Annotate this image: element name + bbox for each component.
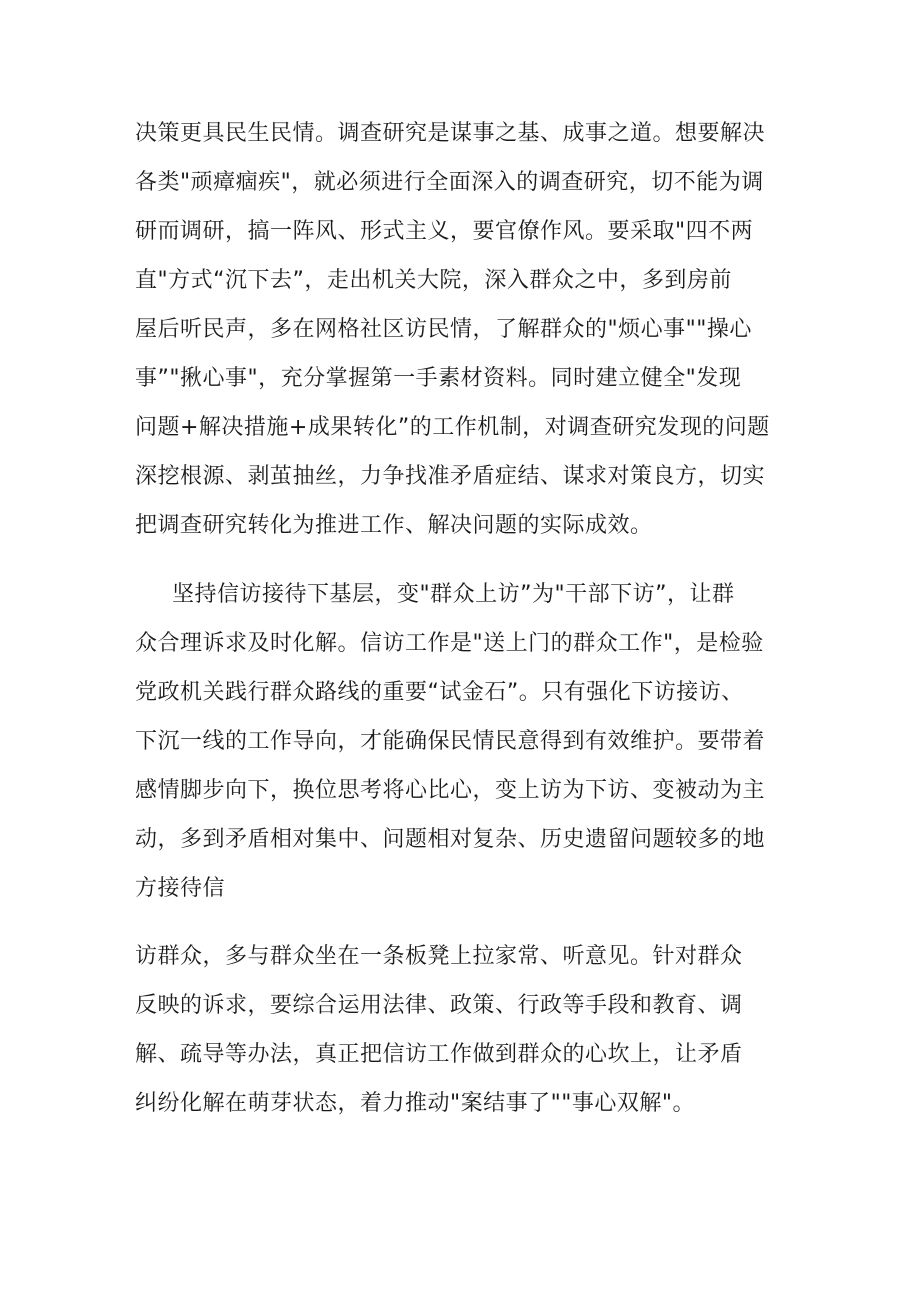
paragraph-2-line-2: 众合理诉求及时化解。信访工作是"送上门的群众工作"，是检验 xyxy=(135,631,764,656)
paragraph-2-line-6: 动，多到矛盾相对集中、问题相对复杂、历史遗留问题较多的地 xyxy=(135,827,766,852)
paragraph-1-line-4: 直"方式“沉下去”，走出机关大院，深入群众之中，多到房前 xyxy=(135,268,732,293)
paragraph-2-line-7: 方接待信 xyxy=(135,876,226,901)
paragraph-1-line-9: 把调查研究转化为推进工作、解决问题的实际成效。 xyxy=(135,513,653,538)
paragraph-1-line-1: 决策更具民生民情。调查研究是谋事之基、成事之道。想要解决 xyxy=(135,121,766,146)
paragraph-1-line-8: 深挖根源、剥茧抽丝，力争找准矛盾症结、谋求对策良方，切实 xyxy=(135,464,766,489)
paragraph-1-line-3: 研而调研，搞一阵风、形式主义，要官僚作风。要采取"四不两 xyxy=(135,219,754,244)
paragraph-3-line-3: 解、疏导等办法，真正把信访工作做到群众的心坎上，让矛盾 xyxy=(135,1042,743,1067)
paragraph-2-line-1: 坚持信访接待下基层，变"群众上访”为"干部下访”，让群 xyxy=(172,582,735,607)
paragraph-3-line-2: 反映的诉求，要综合运用法律、政策、行政等手段和教育、调 xyxy=(135,993,743,1018)
paragraph-1-line-5: 屋后听民声，多在网格社区访民情，了解群众的"烦心事""操心 xyxy=(135,317,752,342)
paragraph-1-line-6: 事”"揪心事"，充分掌握第一手素材资料。同时建立健全"发现 xyxy=(135,366,742,391)
paragraph-2-line-5: 感情脚步向下，换位思考将心比心，变上访为下访、变被动为主 xyxy=(135,778,766,803)
paragraph-3-line-4: 纠纷化解在萌芽状态，着力推动"案结事了""事心双解"。 xyxy=(135,1091,695,1116)
paragraph-2-line-4: 下沉一线的工作导向，才能确保民情民意得到有效维护。要带着 xyxy=(135,729,766,754)
paragraph-1-line-2: 各类"顽瘴痼疾"，就必须进行全面深入的调查研究，切不能为调 xyxy=(135,170,764,195)
paragraph-1-line-7: 问题+解决措施+成果转化”的工作机制，对调查研究发现的问题 xyxy=(135,415,770,440)
paragraph-3-line-1: 访群众，多与群众坐在一条板凳上拉家常、听意见。针对群众 xyxy=(135,944,743,969)
paragraph-2-line-3: 党政机关践行群众路线的重要“试金石”。只有强化下访接访、 xyxy=(135,680,744,705)
